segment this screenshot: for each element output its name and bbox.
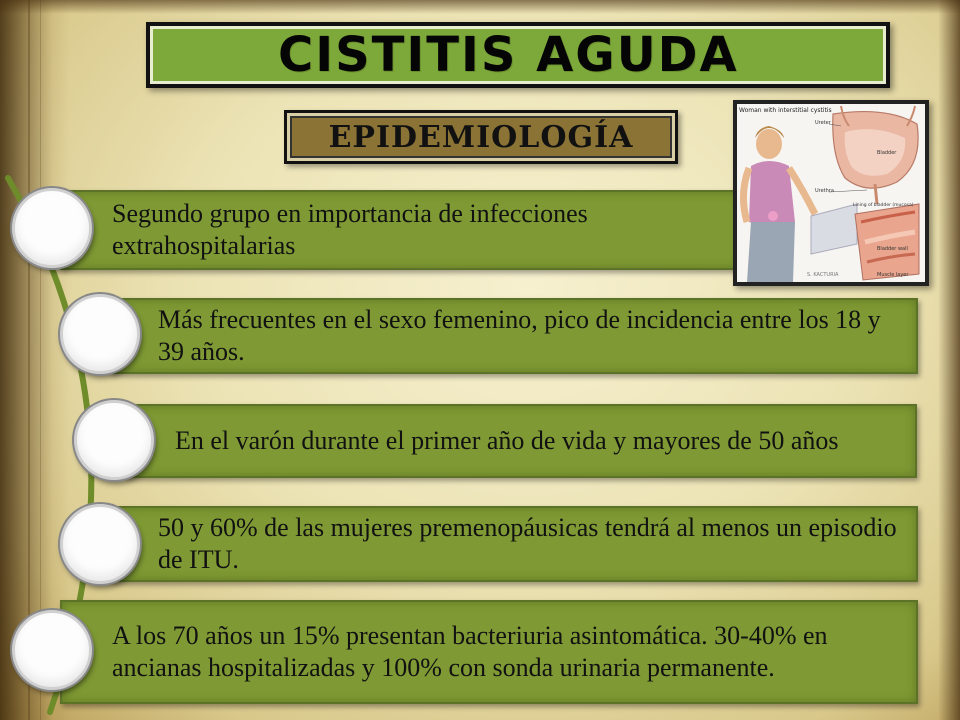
bullet-circle bbox=[60, 504, 140, 584]
bullet-circle bbox=[60, 294, 140, 374]
bullet-text: Segundo grupo en importancia de infecciones extrahospitalarias bbox=[112, 199, 588, 260]
bullet-row-2 bbox=[110, 298, 918, 374]
bullet-row-5 bbox=[60, 600, 918, 704]
label-bladder-wall: Bladder wall bbox=[877, 246, 908, 252]
cystitis-illustration bbox=[733, 100, 929, 286]
bullet-row-1 bbox=[60, 190, 760, 270]
bullet-text: Más frecuentes en el sexo femenino, pico de incidencia entre los 18 y 39 años. bbox=[158, 305, 881, 366]
label-lining: Lining of bladder (mucosa) bbox=[853, 203, 914, 208]
slide-title: CISTITIS AGUDA bbox=[278, 27, 739, 83]
slide-subtitle: EPIDEMIOLOGÍA bbox=[328, 119, 634, 155]
bullet-row-4 bbox=[110, 506, 918, 582]
illustration-caption: Woman with interstitial cystitis bbox=[739, 107, 832, 114]
bullet-text: 50 y 60% de las mujeres premenopáusicas tendrá al menos un episodio de ITU. bbox=[158, 513, 897, 574]
bullet-circle bbox=[12, 188, 92, 268]
bullet-row-3 bbox=[125, 404, 917, 478]
bullet-text: A los 70 años un 15% presentan bacteriuria asintomática. 30-40% en ancianas hospitalizadas y 100% con sonda urinaria permanente. bbox=[112, 621, 828, 682]
bullet-circle bbox=[12, 610, 92, 690]
label-urethra: Urethra bbox=[815, 188, 834, 194]
illustrator-signature: S. KACTURIA bbox=[807, 272, 839, 278]
label-bladder: Bladder bbox=[877, 150, 897, 156]
bullet-circle bbox=[74, 400, 154, 480]
bullet-text: En el varón durante el primer año de vida y mayores de 50 años bbox=[175, 426, 839, 455]
illustration-drawing bbox=[737, 104, 925, 282]
subtitle-box bbox=[284, 110, 678, 164]
label-ureter: Ureter bbox=[815, 120, 831, 126]
title-banner bbox=[146, 22, 890, 88]
label-muscle-layer: Muscle layer bbox=[877, 272, 909, 278]
